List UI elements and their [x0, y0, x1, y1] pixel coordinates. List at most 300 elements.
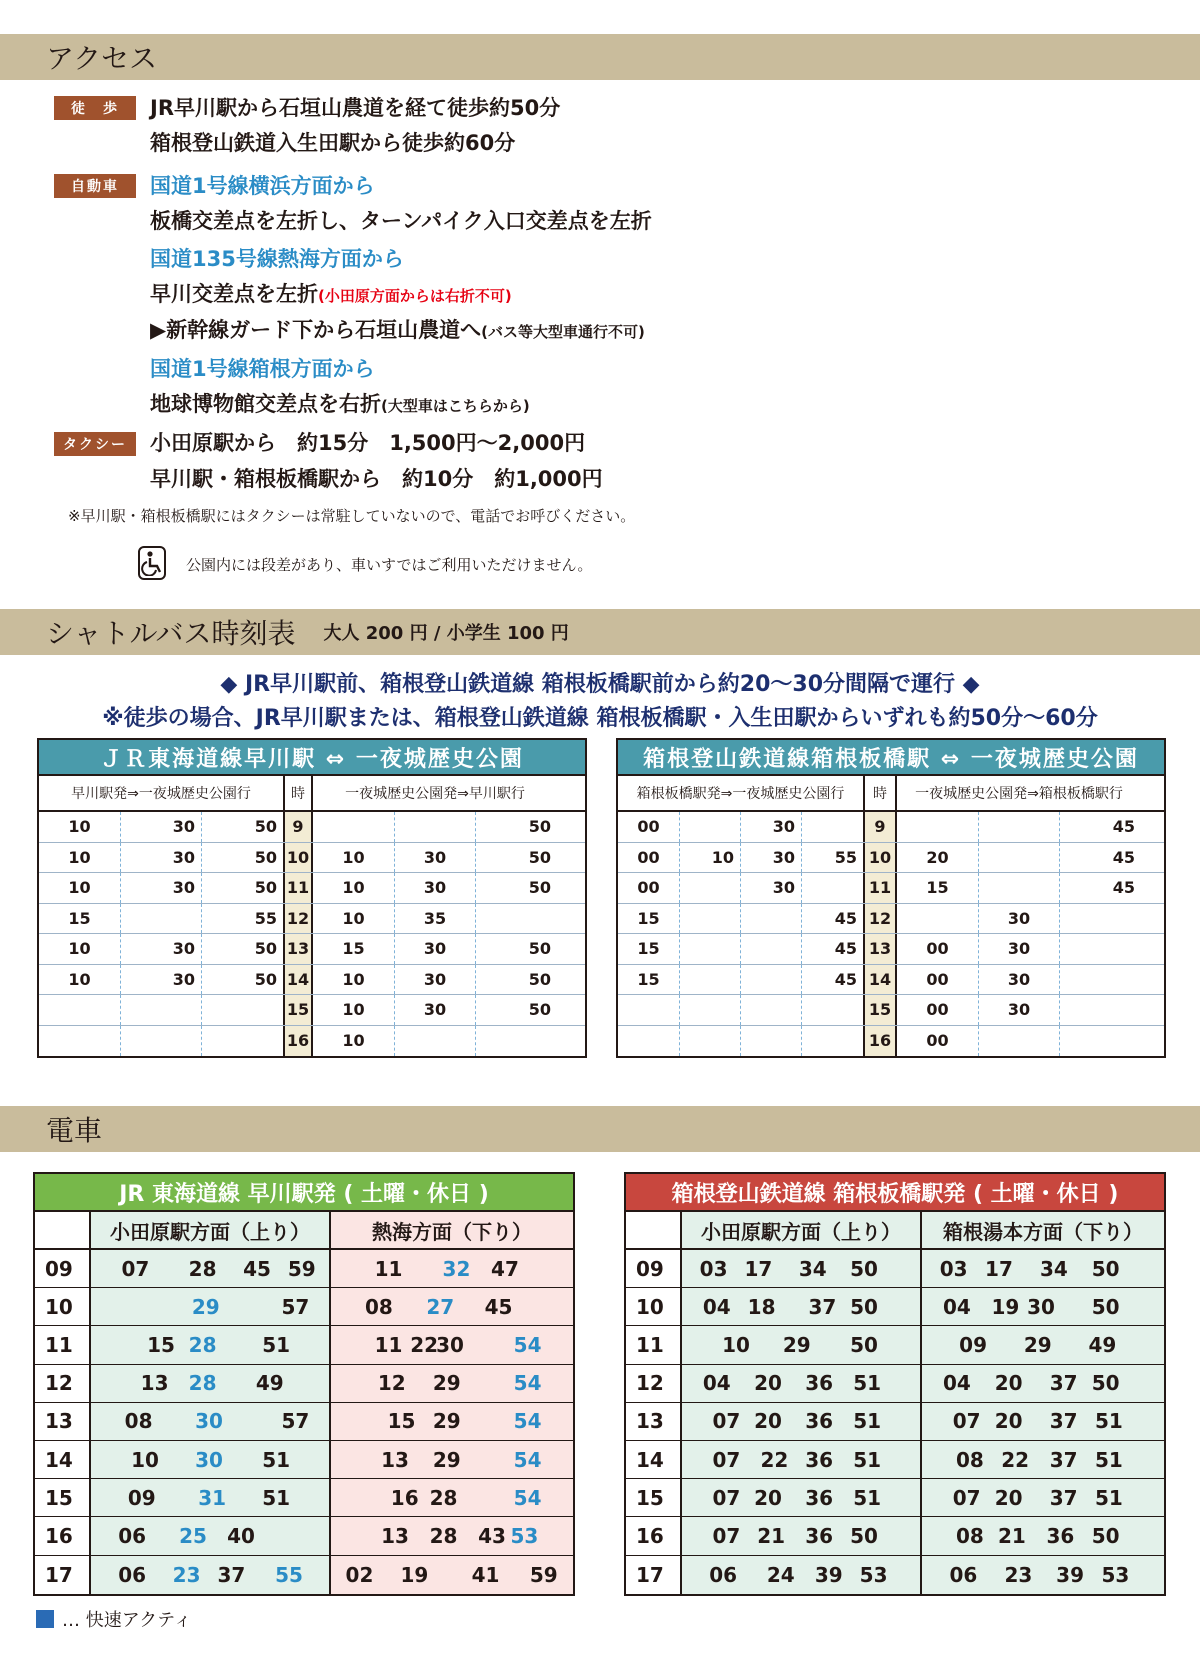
return-minute: 30	[979, 904, 1060, 934]
departure-minute: 36	[805, 1523, 834, 1548]
departure-minute: 51	[262, 1332, 291, 1357]
train-title: 電車	[46, 1114, 103, 1147]
shuttle-row	[618, 934, 1164, 965]
departure-minute: 28	[188, 1256, 217, 1281]
return-minute	[897, 904, 979, 934]
minutes-group	[91, 1479, 331, 1516]
hour-cell: 16	[283, 1026, 313, 1057]
return-minute	[395, 812, 476, 842]
return-minute: 30	[979, 965, 1060, 995]
return-minute: 10	[313, 873, 395, 903]
departure-minute: 51	[853, 1371, 882, 1396]
departure-minute: 20	[994, 1409, 1023, 1434]
minutes-group	[91, 1403, 331, 1440]
departure-minute: 47	[491, 1256, 519, 1281]
departure-minute: 36	[805, 1371, 834, 1396]
shuttle-row	[39, 812, 585, 843]
car-route-3-head: 国道1号線箱根方面から	[150, 357, 375, 381]
departure-minute: 08	[955, 1447, 984, 1472]
minutes-group	[331, 1403, 573, 1440]
shuttle-subheader	[618, 776, 1164, 812]
departure-minute	[202, 995, 283, 1025]
departure-minute	[680, 965, 741, 995]
departure-minute: 30	[195, 1447, 223, 1472]
shuttle-row	[618, 965, 1164, 996]
departure-minute: 53	[859, 1562, 888, 1587]
direction-head-down: 熱海方面（下り）	[331, 1212, 573, 1248]
return-minute	[476, 1026, 557, 1057]
minutes-group	[922, 1365, 1164, 1402]
departure-minute: 07	[712, 1447, 741, 1472]
departure-minute: 20	[754, 1409, 782, 1434]
departure-minute: 50	[1091, 1523, 1120, 1548]
shuttle-row	[618, 812, 1164, 843]
return-minute: 30	[395, 934, 476, 964]
minutes-group	[682, 1479, 922, 1516]
departure-minute: 28	[188, 1371, 217, 1396]
train-row	[35, 1479, 573, 1517]
departure-minute: 21	[997, 1523, 1026, 1548]
hour-cell: 09	[35, 1250, 91, 1287]
access-title: アクセス	[46, 42, 158, 75]
departure-minute: 30	[195, 1409, 223, 1434]
hour-cell: 17	[35, 1556, 91, 1594]
train-row	[35, 1441, 573, 1479]
departure-minute: 54	[513, 1447, 542, 1472]
departure-minute: 06	[118, 1523, 147, 1548]
departure-head-left: 早川駅発⇒一夜城歴史公園行	[71, 786, 251, 802]
departure-minute: 07	[712, 1409, 741, 1434]
departure-minute: 12	[377, 1371, 406, 1396]
shuttle-walk-note: ※徒歩の場合、JR早川駅または、箱根登山鉄道線 箱根板橋駅・入生田駅からいずれも約50分〜60分	[102, 706, 1098, 731]
hour-cell: 16	[626, 1517, 682, 1554]
departure-minute: 54	[513, 1371, 542, 1396]
minutes-group	[682, 1326, 922, 1363]
departure-minute: 09	[959, 1332, 988, 1357]
hour-cell: 10	[35, 1288, 91, 1325]
departure-minute	[802, 1026, 863, 1057]
departure-minute: 30	[1027, 1294, 1055, 1319]
return-minute: 20	[897, 843, 979, 873]
departure-minute	[618, 995, 680, 1025]
departure-minute	[39, 1026, 121, 1057]
train-row	[626, 1441, 1164, 1479]
departure-minute: 15	[618, 904, 680, 934]
departure-minute: 10	[39, 812, 121, 842]
departure-minute: 29	[432, 1371, 461, 1396]
minutes-group	[682, 1517, 922, 1554]
departure-minute: 29	[432, 1409, 461, 1434]
minutes-group	[922, 1479, 1164, 1516]
minutes-group	[331, 1441, 573, 1478]
departure-minute: 07	[121, 1256, 150, 1281]
departure-minute: 19	[991, 1294, 1020, 1319]
minutes-group	[91, 1517, 331, 1554]
return-minute: 30	[979, 934, 1060, 964]
departure-minute: 23	[1004, 1562, 1033, 1587]
return-minute: 30	[979, 995, 1060, 1025]
departure-minute: 55	[254, 908, 277, 928]
departure-minute: 04	[702, 1371, 731, 1396]
hour-cell: 12	[283, 904, 313, 934]
train-subheader	[35, 1212, 573, 1250]
hour-cell: 09	[626, 1250, 682, 1287]
train-row	[626, 1288, 1164, 1326]
return-minute	[313, 812, 395, 842]
hour-cell: 10	[283, 843, 313, 873]
taxi-label: タクシー	[54, 432, 136, 456]
return-minute: 10	[313, 965, 395, 995]
departure-minute: 43	[478, 1523, 506, 1548]
return-minute	[476, 904, 557, 934]
departure-minute: 06	[949, 1562, 978, 1587]
return-minute: 10	[313, 843, 395, 873]
departure-minute: 55	[834, 847, 857, 867]
departure-minute: 06	[709, 1562, 738, 1587]
return-minute: 15	[897, 873, 979, 903]
departure-minute: 13	[381, 1447, 409, 1472]
shuttle-row	[39, 1026, 585, 1057]
hour-cell: 13	[283, 934, 313, 964]
minutes-group	[91, 1441, 331, 1478]
hour-cell: 14	[863, 965, 897, 995]
shuttle-row	[39, 965, 585, 996]
hour-cell: 13	[35, 1403, 91, 1440]
departure-minute: 30	[121, 934, 202, 964]
departure-minute: 36	[805, 1447, 834, 1472]
departure-minute: 30	[121, 873, 202, 903]
return-minute: 50	[528, 1000, 551, 1020]
return-minute: 00	[897, 995, 979, 1025]
departure-minute: 51	[1094, 1485, 1123, 1510]
return-minute	[1060, 995, 1141, 1025]
departure-minute: 50	[850, 1256, 878, 1281]
departure-minute: 49	[255, 1371, 284, 1396]
departure-minute: 54	[513, 1485, 542, 1510]
train-table-jr	[33, 1172, 575, 1596]
return-minute	[979, 1026, 1060, 1057]
return-minute: 45	[1112, 817, 1135, 837]
departure-head-left: 箱根板橋駅発⇒一夜城歴史公園行	[636, 786, 845, 802]
train-row	[35, 1403, 573, 1441]
departure-minute: 51	[853, 1409, 882, 1434]
departure-minute: 29	[1023, 1332, 1052, 1357]
minutes-group	[682, 1365, 922, 1402]
departure-minute: 50	[1091, 1294, 1120, 1319]
hour-cell: 12	[35, 1365, 91, 1402]
departure-minute	[741, 934, 802, 964]
departure-minute: 07	[712, 1523, 741, 1548]
train-table-title: 箱根登山鉄道線 箱根板橋駅発 ( 土曜・休日 )	[626, 1174, 1164, 1212]
hour-cell: 14	[626, 1441, 682, 1478]
departure-minute: 50	[254, 817, 277, 837]
departure-minute	[741, 965, 802, 995]
departure-minute: 09	[127, 1485, 156, 1510]
departure-minute	[680, 934, 741, 964]
return-minute: 35	[395, 904, 476, 934]
departure-minute: 59	[529, 1562, 558, 1587]
departure-minute	[121, 904, 202, 934]
departure-minute	[802, 995, 863, 1025]
hour-cell: 12	[626, 1365, 682, 1402]
return-minute	[1060, 1026, 1141, 1057]
minutes-group	[682, 1556, 922, 1594]
departure-minute: 51	[1094, 1447, 1123, 1472]
departure-minute: 45	[834, 969, 857, 989]
minutes-group	[922, 1517, 1164, 1554]
wheelchair-note: 公園内には段差があり、車いすではご利用いただけません。	[186, 556, 593, 574]
departure-minute: 50	[850, 1332, 878, 1357]
departure-minute: 50	[254, 878, 277, 898]
departure-minute	[680, 904, 741, 934]
return-minute: 50	[528, 878, 551, 898]
hour-head: 時	[863, 776, 897, 810]
departure-minute: 53	[510, 1523, 539, 1548]
departure-minute: 20	[994, 1485, 1023, 1510]
return-minute: 10	[313, 995, 395, 1025]
departure-minute: 16	[390, 1485, 419, 1510]
train-row	[626, 1365, 1164, 1403]
minutes-group	[682, 1441, 922, 1478]
departure-minute: 20	[994, 1371, 1023, 1396]
departure-minute: 00	[618, 873, 680, 903]
shuttle-interval: ◆ JR早川駅前、箱根登山鉄道線 箱根板橋駅前から約20〜30分間隔で運行 ◆	[220, 672, 980, 697]
departure-minute: 37	[1049, 1409, 1078, 1434]
shuttle-row	[39, 904, 585, 935]
departure-minute: 45	[484, 1294, 513, 1319]
departure-minute: 37	[1049, 1447, 1078, 1472]
departure-minute	[680, 1026, 741, 1057]
train-row	[626, 1326, 1164, 1364]
minutes-group	[922, 1403, 1164, 1440]
departure-minute: 10	[39, 843, 121, 873]
departure-minute: 51	[262, 1447, 291, 1472]
departure-minute	[680, 812, 741, 842]
departure-minute: 17	[744, 1256, 773, 1281]
minutes-group	[91, 1250, 331, 1287]
departure-minute	[741, 904, 802, 934]
hour-cell: 15	[35, 1479, 91, 1516]
return-minute: 30	[395, 965, 476, 995]
departure-head-right: 一夜城歴史公園発⇒箱根板橋駅行	[915, 786, 1123, 802]
departure-minute: 20	[754, 1371, 782, 1396]
departure-minute: 57	[281, 1409, 310, 1434]
train-row	[35, 1288, 573, 1326]
return-minute: 50	[528, 847, 551, 867]
access-header	[0, 34, 1200, 80]
departure-minute	[121, 1026, 202, 1057]
departure-minute	[680, 873, 741, 903]
car-route-2b: ▶新幹線ガード下から石垣山農道へ(バス等大型車通行不可)	[150, 318, 645, 342]
hour-cell: 13	[626, 1403, 682, 1440]
departure-minute	[680, 995, 741, 1025]
departure-minute: 15	[147, 1332, 175, 1357]
departure-minute: 10	[722, 1332, 750, 1357]
departure-minute: 34	[1040, 1256, 1068, 1281]
shuttle-fare: 大人 200 円 / 小学生 100 円	[323, 623, 569, 644]
departure-minute: 10	[39, 965, 121, 995]
departure-minute: 40	[227, 1523, 255, 1548]
departure-minute: 30	[121, 965, 202, 995]
direction-head-up: 小田原駅方面（上り）	[682, 1212, 922, 1248]
minutes-group	[331, 1250, 573, 1287]
departure-minute: 30	[436, 1332, 464, 1357]
hour-cell: 11	[35, 1326, 91, 1363]
return-minute: 30	[395, 843, 476, 873]
departure-minute: 28	[429, 1523, 458, 1548]
walk-line-1: JR早川駅から石垣山農道を経て徒歩約50分	[150, 96, 561, 120]
departure-minute: 02	[345, 1562, 374, 1587]
train-row	[626, 1479, 1164, 1517]
return-minute: 45	[1112, 878, 1135, 898]
train-row	[35, 1556, 573, 1594]
departure-minute: 50	[254, 847, 277, 867]
departure-minute: 51	[853, 1485, 882, 1510]
departure-minute: 53	[1101, 1562, 1130, 1587]
departure-minute: 15	[618, 965, 680, 995]
wheelchair-icon	[138, 546, 166, 580]
departure-minute: 06	[118, 1562, 147, 1587]
walk-line-2: 箱根登山鉄道入生田駅から徒歩約60分	[150, 131, 516, 155]
train-row	[626, 1556, 1164, 1594]
departure-minute	[618, 1026, 680, 1057]
departure-minute: 37	[808, 1294, 837, 1319]
minutes-group	[331, 1365, 573, 1402]
departure-minute: 08	[124, 1409, 153, 1434]
departure-minute: 28	[188, 1332, 217, 1357]
departure-minute: 36	[805, 1409, 834, 1434]
walk-label: 徒 歩	[54, 96, 136, 120]
departure-minute: 49	[1088, 1332, 1117, 1357]
departure-minute: 20	[754, 1485, 782, 1510]
minutes-group	[922, 1326, 1164, 1363]
shuttle-row	[618, 904, 1164, 935]
departure-minute	[802, 873, 863, 903]
departure-minute: 11	[374, 1256, 403, 1281]
departure-minute: 31	[198, 1485, 227, 1510]
return-minute	[979, 843, 1060, 873]
minutes-group	[91, 1326, 331, 1363]
departure-minute: 00	[618, 812, 680, 842]
departure-minute: 15	[387, 1409, 416, 1434]
departure-minute: 39	[1056, 1562, 1085, 1587]
return-minute	[897, 812, 979, 842]
train-table-hakone	[624, 1172, 1166, 1596]
minutes-group	[91, 1365, 331, 1402]
train-header	[0, 1106, 1200, 1152]
departure-head-right: 一夜城歴史公園発⇒早川駅行	[345, 786, 525, 802]
shuttle-subheader	[39, 776, 585, 812]
shuttle-row	[39, 873, 585, 904]
departure-minute: 51	[262, 1485, 291, 1510]
minutes-group	[922, 1250, 1164, 1287]
departure-minute: 23	[172, 1562, 201, 1587]
minutes-group	[682, 1403, 922, 1440]
departure-minute: 57	[281, 1294, 310, 1319]
shuttle-row	[39, 995, 585, 1026]
return-minute	[1060, 965, 1141, 995]
car-route-3: 地球博物館交差点を右折(大型車はこちらから)	[150, 392, 530, 416]
departure-minute	[121, 995, 202, 1025]
minutes-group	[331, 1517, 573, 1554]
departure-minute: 13	[381, 1523, 409, 1548]
train-row	[626, 1250, 1164, 1288]
departure-minute: 10	[131, 1447, 159, 1472]
departure-minute: 30	[121, 843, 202, 873]
departure-minute: 29	[191, 1294, 220, 1319]
train-row	[35, 1250, 573, 1288]
return-minute: 15	[313, 934, 395, 964]
minutes-group	[682, 1288, 922, 1325]
return-minute	[1060, 934, 1141, 964]
return-minute	[979, 812, 1060, 842]
departure-minute: 50	[850, 1294, 878, 1319]
hour-cell: 11	[626, 1326, 682, 1363]
departure-minute: 04	[943, 1371, 971, 1396]
shuttle-table-jr	[37, 738, 587, 1058]
hour-head-blank	[626, 1212, 682, 1248]
departure-minute: 36	[1046, 1523, 1075, 1548]
departure-minute: 19	[400, 1562, 429, 1587]
direction-head-up: 小田原駅方面（上り）	[91, 1212, 331, 1248]
hour-cell: 15	[863, 995, 897, 1025]
minutes-group	[922, 1441, 1164, 1478]
departure-minute: 51	[853, 1447, 882, 1472]
departure-minute: 36	[805, 1485, 834, 1510]
train-row	[626, 1403, 1164, 1441]
train-row	[35, 1365, 573, 1403]
taxi-line-2: 早川駅・箱根板橋駅から 約10分 約1,000円	[150, 467, 603, 491]
departure-minute	[802, 812, 863, 842]
departure-minute: 34	[798, 1256, 827, 1281]
departure-minute: 13	[140, 1371, 169, 1396]
departure-minute: 21	[757, 1523, 786, 1548]
shuttle-row	[39, 843, 585, 874]
minutes-group	[91, 1556, 331, 1594]
shuttle-table-title: 箱根登山鉄道線箱根板橋駅 ⇔ 一夜城歴史公園	[618, 740, 1164, 776]
minutes-group	[331, 1288, 573, 1325]
return-minute: 45	[1112, 847, 1135, 867]
departure-minute: 03	[699, 1256, 728, 1281]
shuttle-row	[39, 934, 585, 965]
minutes-group	[922, 1288, 1164, 1325]
return-minute: 00	[897, 934, 979, 964]
hour-head: 時	[283, 776, 313, 810]
car-route-2-head: 国道135号線熱海方面から	[150, 247, 404, 271]
return-minute: 30	[395, 995, 476, 1025]
departure-minute: 30	[741, 843, 802, 873]
car-route-1-head: 国道1号線横浜方面から	[150, 174, 375, 198]
departure-minute: 50	[1091, 1371, 1120, 1396]
departure-minute: 50	[254, 969, 277, 989]
return-minute: 50	[528, 817, 551, 837]
departure-minute: 08	[364, 1294, 393, 1319]
departure-minute: 08	[955, 1523, 984, 1548]
taxi-note: ※早川駅・箱根板橋駅にはタクシーは常駐していないので、電話でお呼びください。	[68, 507, 636, 525]
minutes-group	[922, 1556, 1164, 1594]
departure-minute: 00	[618, 843, 680, 873]
hour-cell: 14	[35, 1441, 91, 1478]
departure-minute: 30	[741, 873, 802, 903]
return-minute: 10	[313, 1026, 395, 1057]
departure-minute: 50	[1091, 1256, 1120, 1281]
legend	[36, 1606, 192, 1632]
departure-minute	[741, 1026, 802, 1057]
departure-minute: 30	[121, 812, 202, 842]
departure-minute: 32	[442, 1256, 471, 1281]
return-minute: 10	[313, 904, 395, 934]
return-minute: 00	[897, 1026, 979, 1057]
